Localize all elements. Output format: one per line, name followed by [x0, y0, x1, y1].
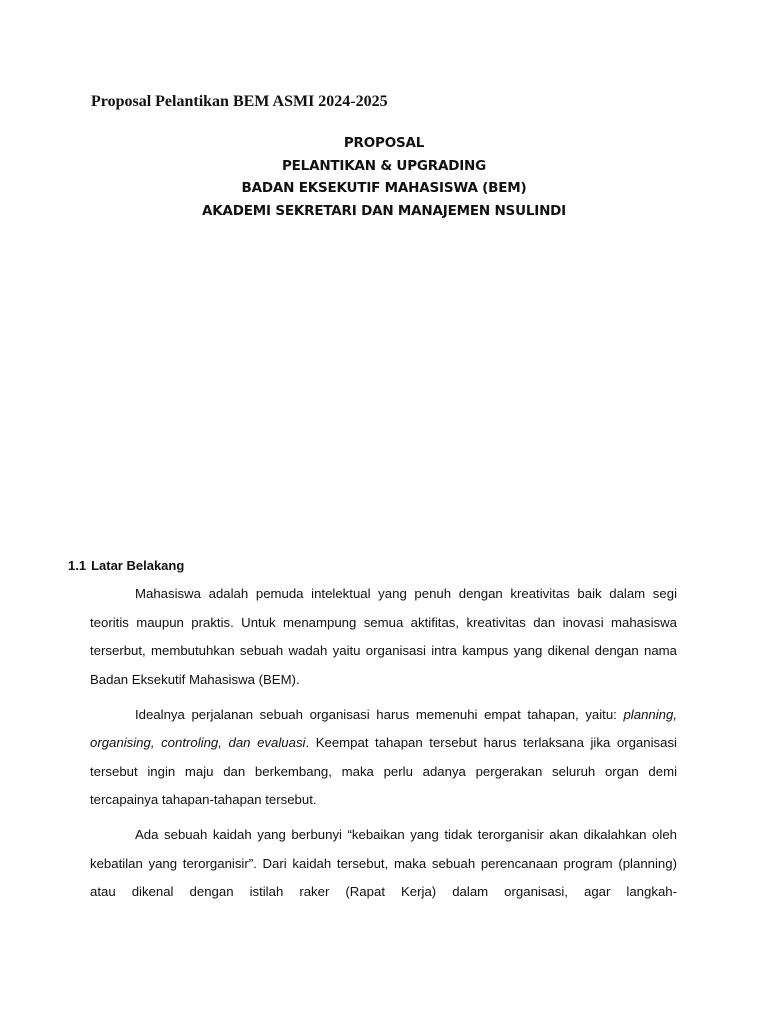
section-body [90, 580, 677, 913]
running-header: Proposal Pelantikan BEM ASMI 2024-2025 [91, 93, 388, 110]
paragraph-2-rest: . Keempat tahapan tersebut harus terlaksana jika organisasi tersebut ingin maju dan berkembang, maka perlu adanya pergerakan seluruh organ demi tercapainya tahapan-tahapan tersebut. [90, 735, 677, 807]
title-line-institution: AKADEMI SEKRETARI DAN MANAJEMEN NSULINDI [201, 202, 566, 219]
paragraph-1: Mahasiswa adalah pemuda intelektual yang penuh dengan kreativitas baik dalam segi teoritis maupun praktis. Untuk menampung semua aktifitas, kreativitas dan inovasi mahasiswa terserbut, membutuhkan sebuah wadah yaitu organisasi intra kampus yang dikenal dengan nama Badan Eksekutif Mahasiswa (BEM). [90, 586, 677, 687]
title-block [0, 132, 768, 222]
title-line-proposal: PROPOSAL [343, 135, 425, 151]
paragraph-2-lead: Idealnya perjalanan sebuah organisasi harus memenuhi empat tahapan, yaitu: [135, 706, 624, 722]
title-line-event: PELANTIKAN & UPGRADING [281, 157, 487, 174]
section-heading [68, 557, 184, 575]
title-line-organization: BADAN EKSEKUTIF MAHASISWA (BEM) [241, 180, 527, 196]
section-number: 1.1 [68, 558, 87, 573]
paragraph-2-italic-terms: planning, organising, controling, dan evaluasi [90, 706, 677, 750]
paragraph-3: Ada sebuah kaidah yang berbunyi “kebaikan yang tidak terorganisir akan dikalahkan oleh kebatilan yang terorganisir”. Dari kaidah tersebut, maka sebuah perencanaan program (planning) atau dikenal dengan istilah raker (Rapat Kerja) dalam organisasi, agar langkah- [90, 827, 677, 899]
paragraph-2 [90, 701, 677, 815]
section-title: Latar Belakang [91, 558, 185, 573]
